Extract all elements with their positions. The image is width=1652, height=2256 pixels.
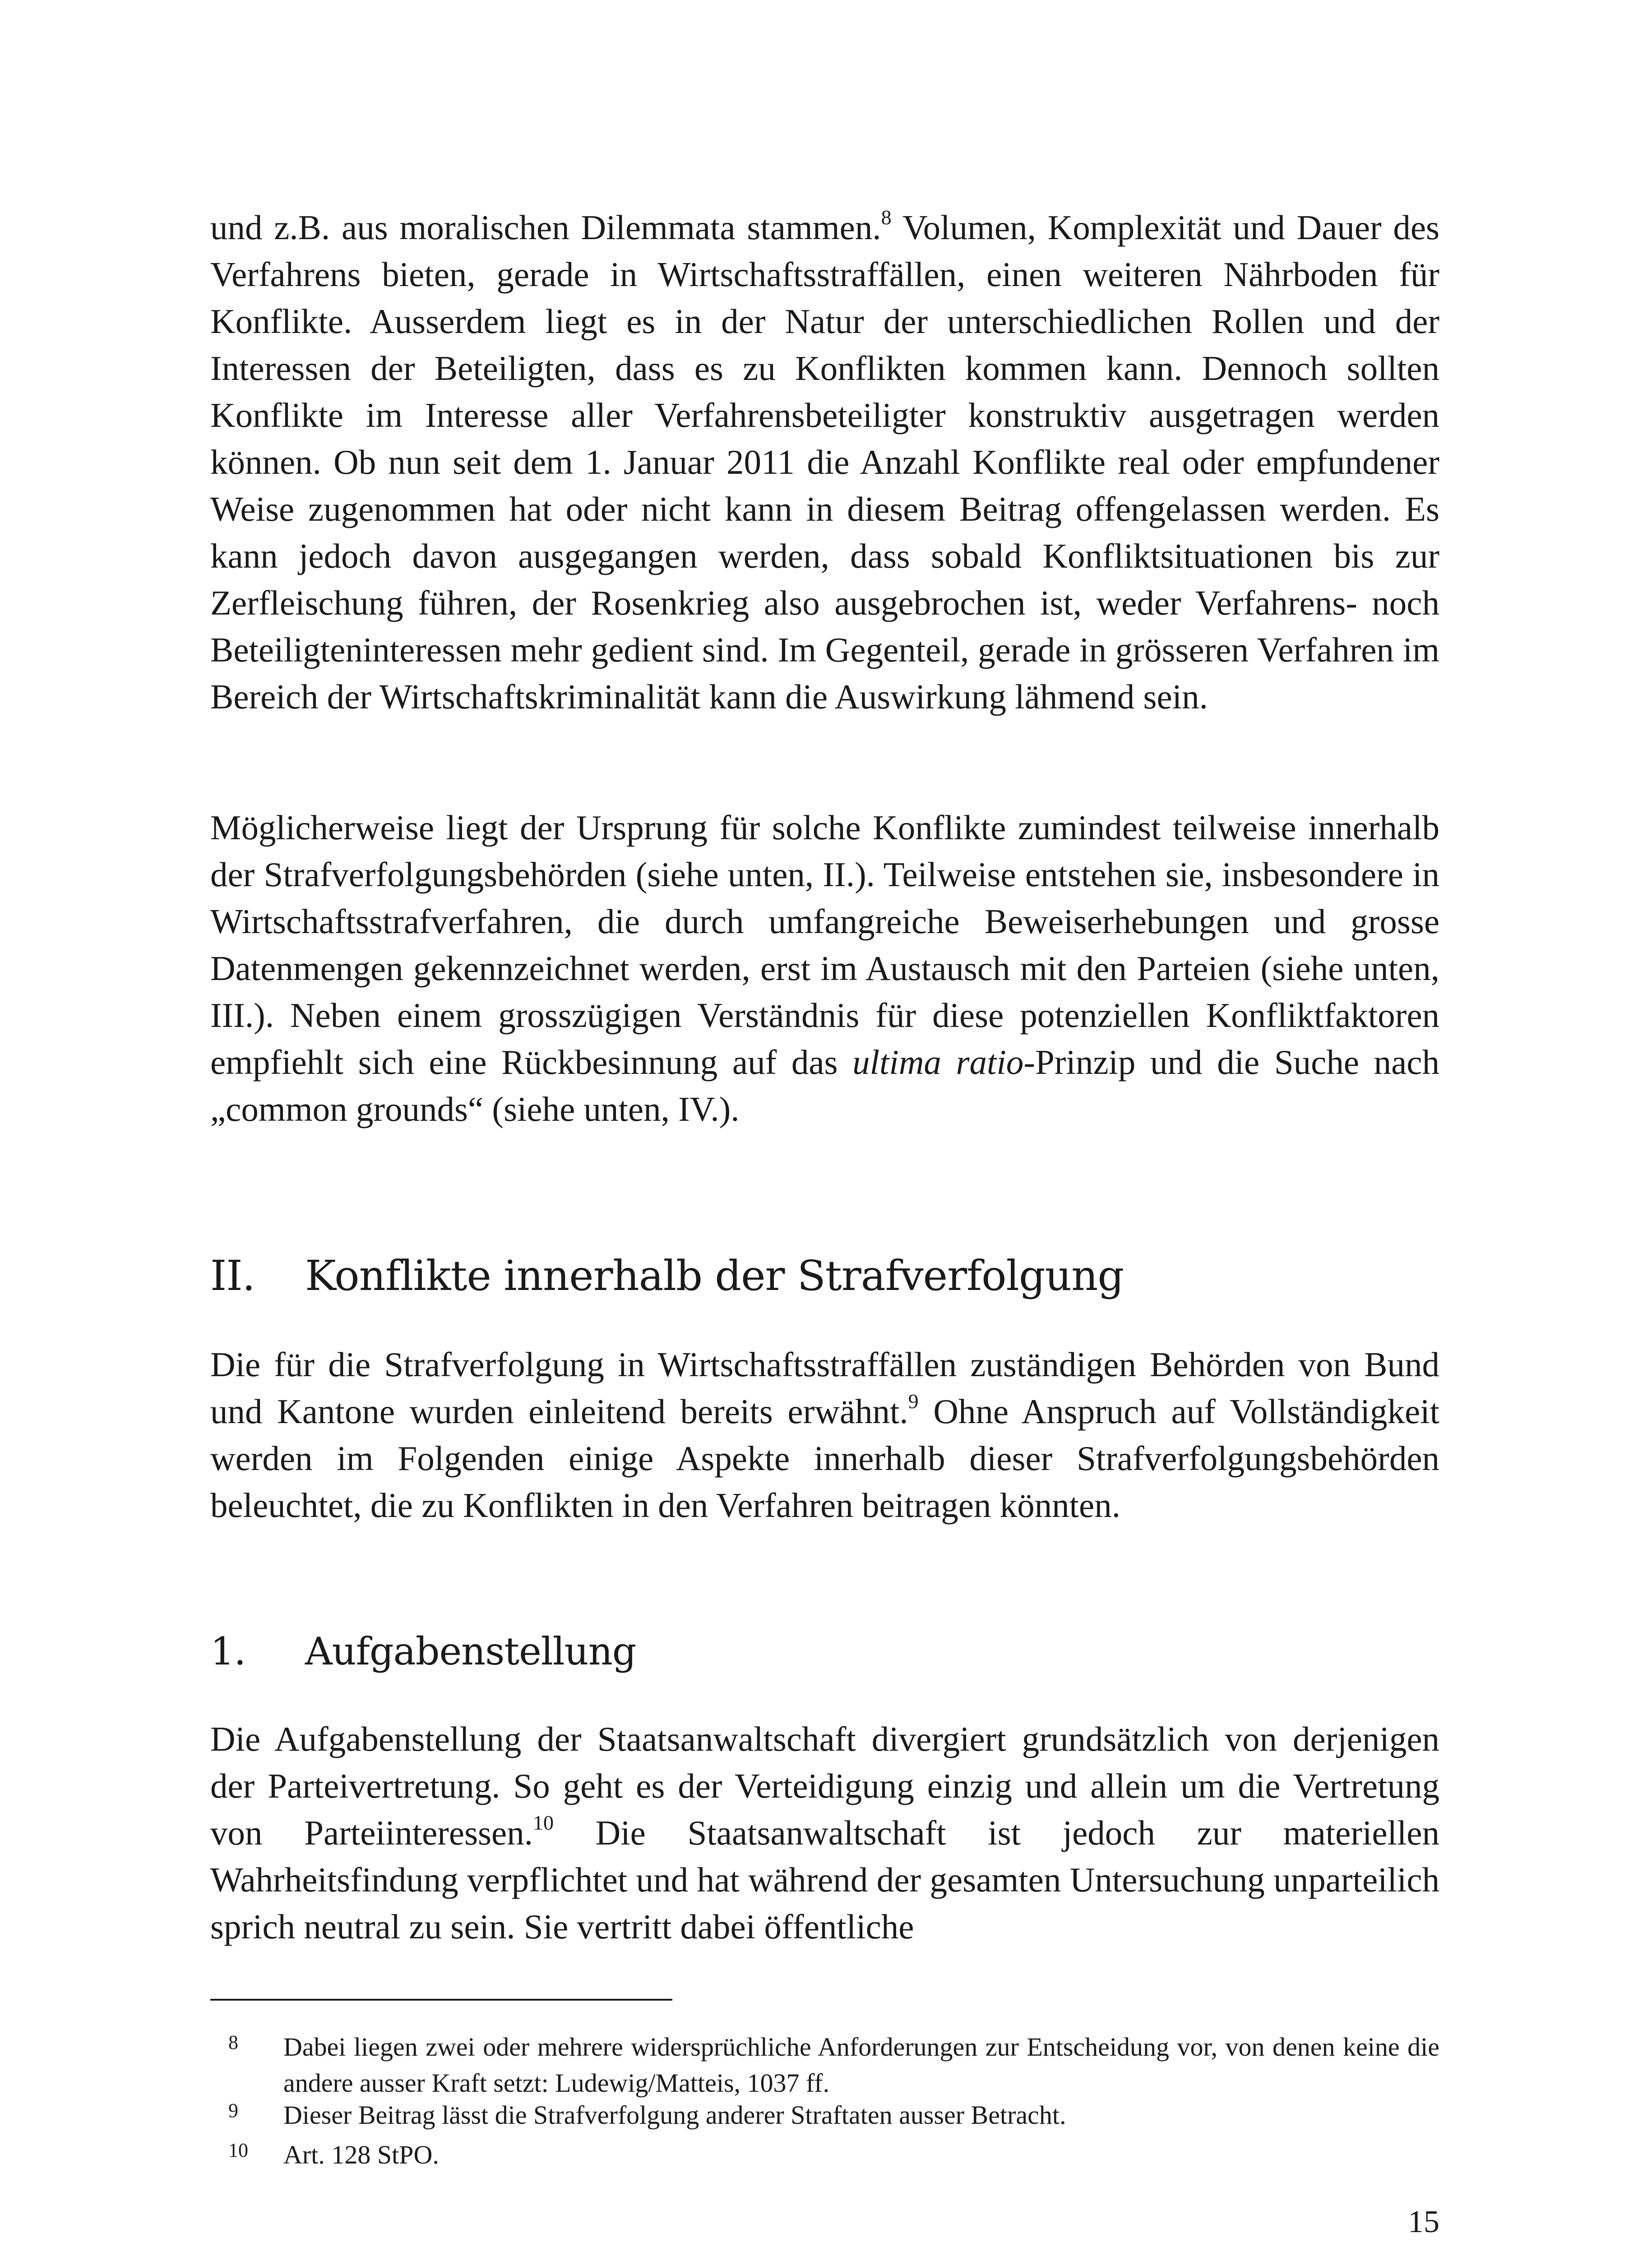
page-number: 15 xyxy=(1408,2205,1439,2239)
footnote-ref-10[interactable]: 10 xyxy=(532,1811,554,1835)
paragraph-2-text-b: -Prinzip und die Suche nach „common grounds“ (siehe unten, IV.). xyxy=(210,1043,1439,1128)
paragraph-4-text-a: Die Aufgabenstellung der Staatsanwaltschaft divergiert grundsätzlich von derjenigen der Parteivertretung. So geht es der Verteidigung einzig und allein um die Vertretung von Parteiinteressen. xyxy=(210,1720,1439,1852)
paragraph-2-italic: ultima ratio xyxy=(852,1043,1024,1082)
section-heading-ii xyxy=(210,1249,1124,1303)
footnote-number: 9 xyxy=(228,2099,238,2122)
footnote-number: 10 xyxy=(228,2139,248,2161)
footnote-10 xyxy=(210,2137,1439,2173)
footnote-9 xyxy=(210,2097,1439,2133)
paragraph-1-text-a: und z.B. aus moralischen Dilemmata stammen. xyxy=(210,208,881,247)
footnote-ref-8[interactable]: 8 xyxy=(881,206,892,229)
footnote-ref-9[interactable]: 9 xyxy=(908,1390,919,1413)
subsection-title: Aufgabenstellung xyxy=(305,1629,636,1674)
footnote-8 xyxy=(210,2029,1439,2101)
section-number: II. xyxy=(210,1252,255,1300)
footnote-text: Dabei liegen zwei oder mehrere widersprüchliche Anforderungen zur Entscheidung vor, von denen keine die andere ausser Kraft setzt: Ludewig/Matteis, 1037 ff. xyxy=(283,2032,1439,2098)
section-title: Konflikte innerhalb der Strafverfolgung xyxy=(305,1252,1124,1300)
footnote-number: 8 xyxy=(228,2031,238,2053)
paragraph-3 xyxy=(210,1341,1439,1529)
paragraph-4 xyxy=(210,1715,1439,1950)
paragraph-2 xyxy=(210,804,1439,1133)
footnote-text: Dieser Beitrag lässt die Strafverfolgung anderer Straftaten ausser Betracht. xyxy=(283,2100,1066,2130)
paragraph-1-text-b: Volumen, Komplexität und Dauer des Verfahrens bieten, gerade in Wirtschaftsstraffällen, einen weiteren Nährboden für Konflikte. Ausserdem liegt es in der Natur der unterschiedlichen Rollen und der Interessen der Beteiligten, dass es zu Konflikten kommen kann. Dennoch sollten Konflikte im Interesse aller Verfahrensbeteiligter konstruktiv ausgetragen werden können. Ob nun seit dem 1. Januar 2011 die Anzahl Konflikte real oder empfundener Weise zugenommen hat oder nicht kann in diesem Beitrag offengelassen werden. Es kann jedoch davon ausgegangen werden, dass sobald Konfliktsituationen bis zur Zerfleischung führen, der Rosenkrieg also ausgebrochen ist, weder Verfahrens- noch Beteiligteninteressen mehr gedient sind. Im Gegenteil, gerade in grösseren Verfahren im Bereich der Wirtschaftskriminalität kann die Auswirkung lähmend sein. xyxy=(210,208,1440,716)
subsection-heading-1 xyxy=(210,1627,636,1676)
paragraph-2-text-a: Möglicherweise liegt der Ursprung für solche Konflikte zumindest teilweise innerhalb der Strafverfolgungsbehörden (siehe unten, II.). Teilweise entstehen sie, insbesondere in Wirtschaftsstrafverfahren, die durch umfangreiche Beweiserhebungen und grosse Datenmengen gekennzeichnet werden, erst im Austausch mit den Parteien (siehe unten, III.). Neben einem grosszügigen Verständnis für diese potenziellen Konfliktfaktoren empfiehlt sich eine Rückbesinnung auf das xyxy=(210,808,1439,1082)
paragraph-3-text-a: Die für die Strafverfolgung in Wirtschaftsstraffällen zuständigen Behörden von Bund und Kantone wurden einleitend bereits erwähnt. xyxy=(210,1345,1439,1431)
paragraph-1 xyxy=(210,204,1439,720)
footnote-text: Art. 128 StPO. xyxy=(283,2140,439,2169)
paragraph-4-text-b: Die Staatsanwaltschaft ist jedoch zur materiellen Wahrheitsfindung verpflichtet und hat während der gesamten Untersuchung unparteilich sprich neutral zu sein. Sie vertritt dabei öffentliche xyxy=(210,1813,1439,1946)
footnote-separator xyxy=(210,1999,672,2001)
subsection-number: 1. xyxy=(210,1629,246,1674)
paragraph-3-text-b: Ohne Anspruch auf Vollständigkeit werden im Folgenden einige Aspekte innerhalb dieser Strafverfolgungsbehörden beleuchtet, die zu Konflikten in den Verfahren beitragen könnten. xyxy=(210,1392,1439,1525)
